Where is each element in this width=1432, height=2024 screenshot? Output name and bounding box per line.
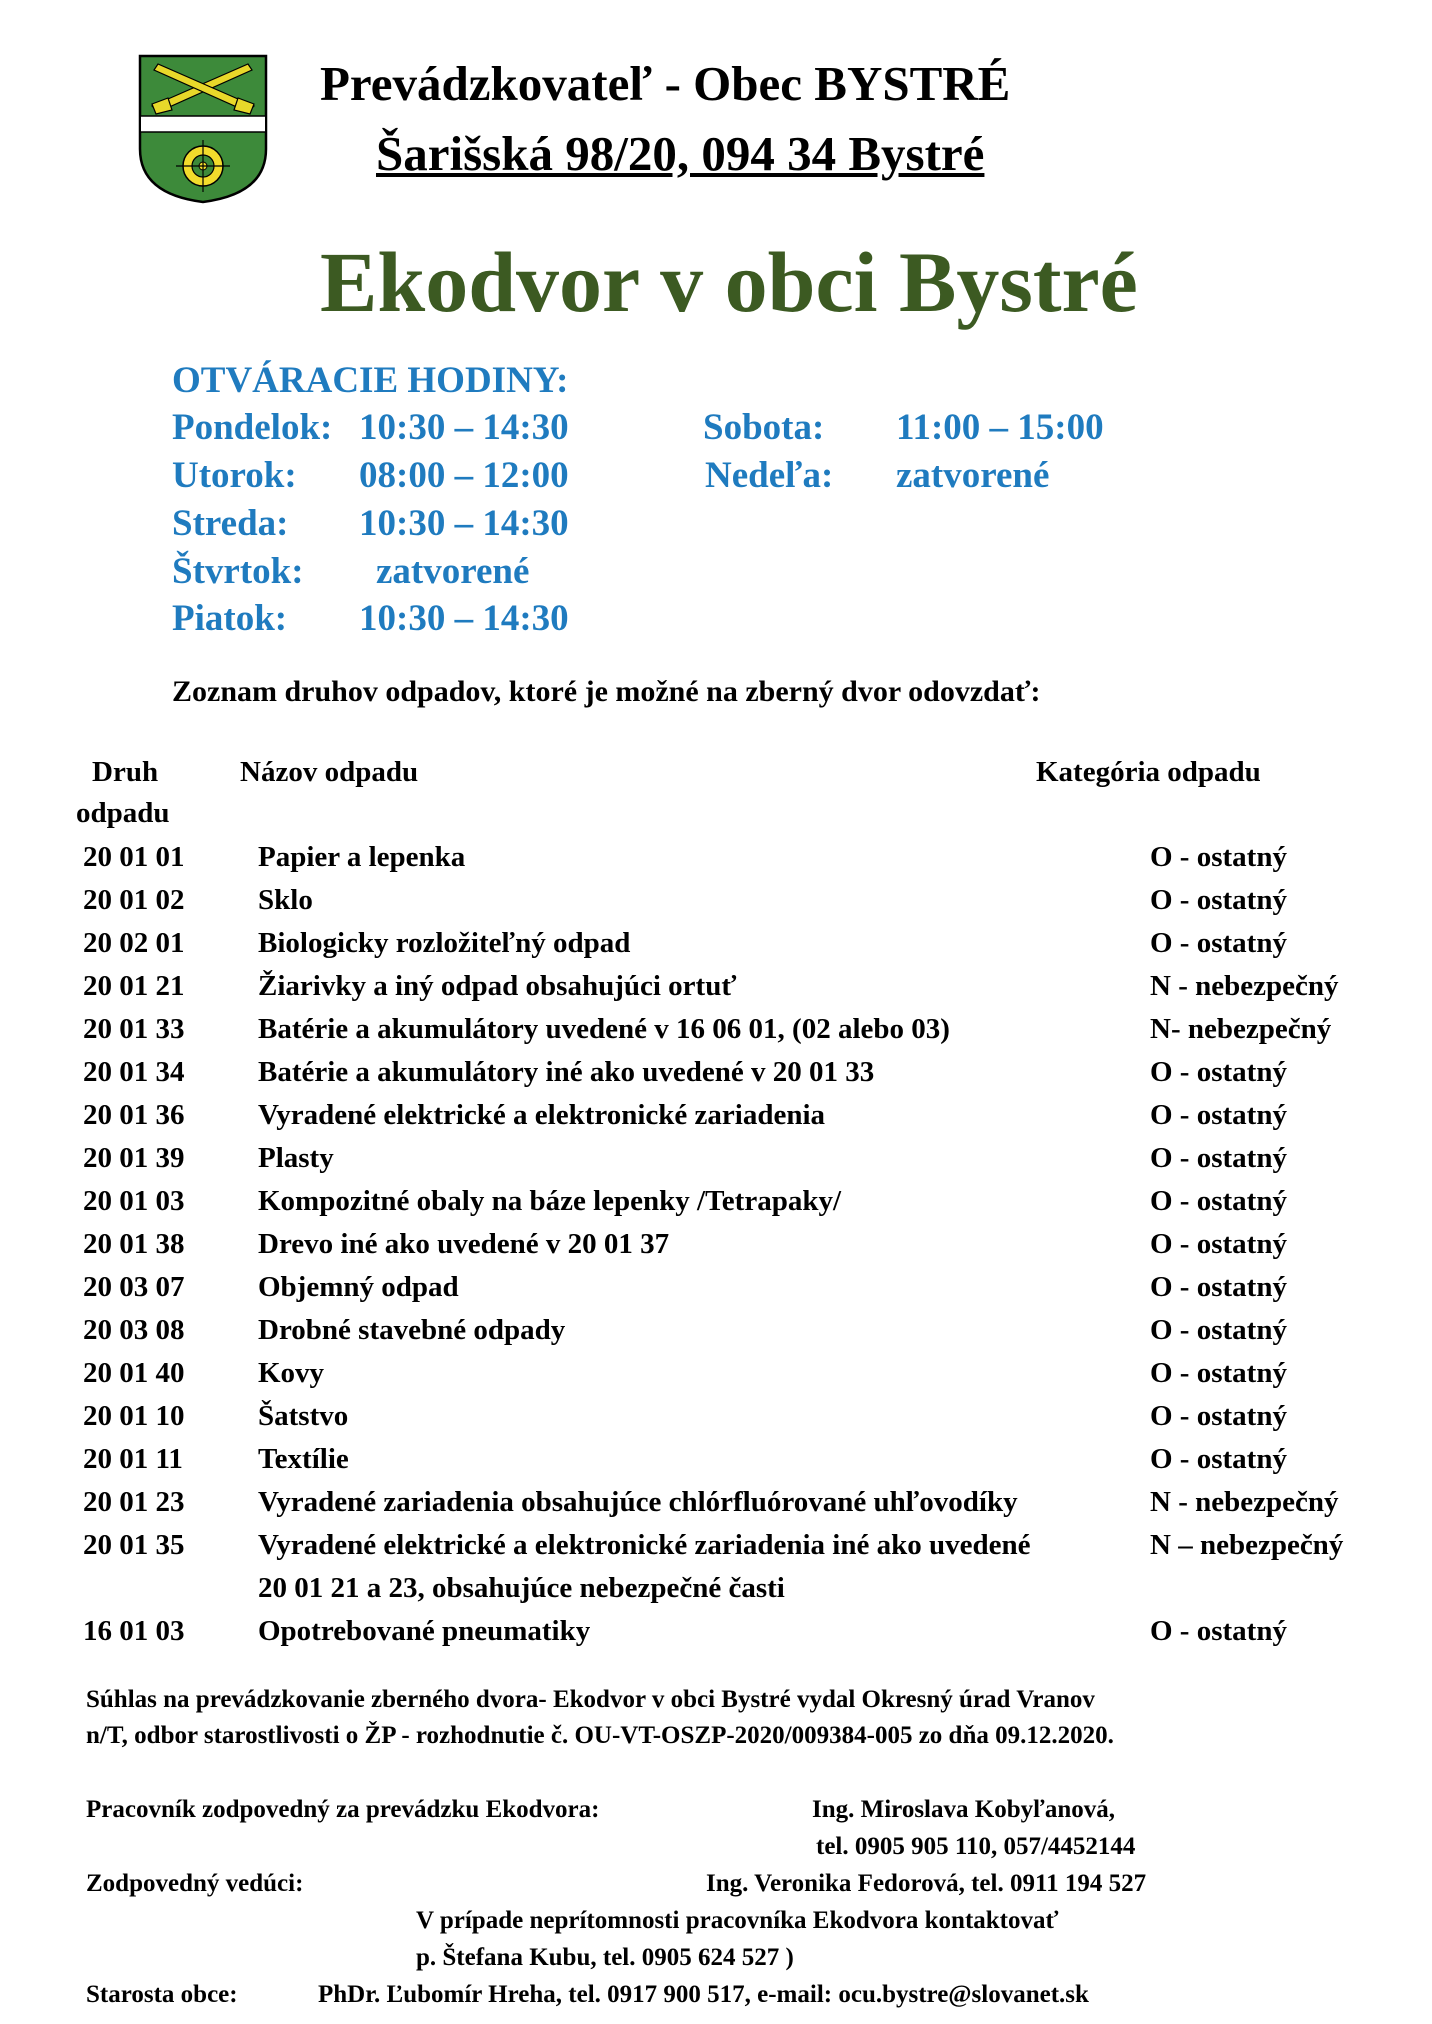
row-code: 20 02 01 [83, 927, 185, 959]
absence-line-1: V prípade neprítomnosti pracovníka Ekodvora kontaktovať [416, 1907, 1059, 1934]
col-header-category: Kategória odpadu [1036, 756, 1261, 788]
row-code: 20 01 21 [83, 970, 185, 1002]
address-heading: Šarišská 98/20, 094 34 Bystré [376, 126, 985, 181]
row-category: O - ostatný [1150, 1185, 1287, 1217]
row-name: Objemný odpad [258, 1271, 459, 1303]
row-code: 20 01 33 [83, 1013, 185, 1045]
hours-time-sat: 11:00 – 15:00 [896, 407, 1104, 448]
row-code: 20 03 08 [83, 1314, 185, 1346]
mayor-value: PhDr. Ľubomír Hreha, tel. 0917 900 517, e-mail: ocu.bystre@slovanet.sk [318, 1981, 1089, 2008]
row-category: O - ostatný [1150, 1056, 1287, 1088]
col-header-code-1: Druh [92, 756, 159, 788]
col-header-name: Názov odpadu [240, 756, 419, 788]
row-code: 20 01 01 [83, 841, 185, 873]
operator-heading: Prevádzkovateľ - Obec BYSTRÉ [320, 56, 1011, 111]
row-category: O - ostatný [1150, 1271, 1287, 1303]
row-category: O - ostatný [1150, 1228, 1287, 1260]
row-code: 20 01 35 [83, 1529, 185, 1561]
row-name: Drobné stavebné odpady [258, 1314, 566, 1346]
row-code: 16 01 03 [83, 1615, 185, 1647]
worker-name: Ing. Miroslava Kobyľanová, [812, 1796, 1115, 1823]
hours-time-sun: zatvorené [896, 455, 1050, 496]
hours-day-sun: Nedeľa: [705, 455, 834, 496]
row-name: Drevo iné ako uvedené v 20 01 37 [258, 1228, 670, 1260]
row-name: Sklo [258, 884, 313, 916]
row-category: O - ostatný [1150, 927, 1287, 959]
col-header-code-2: odpadu [76, 797, 170, 829]
hours-day-3: Štvrtok: [172, 551, 304, 592]
hours-day-4: Piatok: [172, 598, 288, 639]
hours-time-4: 10:30 – 14:30 [359, 598, 569, 639]
hours-time-0: 10:30 – 14:30 [359, 407, 569, 448]
row-category: O - ostatný [1150, 1314, 1287, 1346]
list-intro: Zoznam druhov odpadov, ktoré je možné na zberný dvor odovzdať: [172, 675, 1041, 708]
hours-time-3: zatvorené [376, 551, 530, 592]
hours-day-1: Utorok: [172, 455, 297, 496]
worker-label: Pracovník zodpovedný za prevádzku Ekodvora: [86, 1796, 600, 1823]
row-category: N - nebezpečný [1150, 970, 1339, 1002]
approval-line-1: Súhlas na prevádzkovanie zberného dvora- Ekodvor v obci Bystré vydal Okresný úrad Vranov [86, 1686, 1095, 1713]
hours-day-sat: Sobota: [703, 407, 825, 448]
row-code: 20 01 40 [83, 1357, 185, 1389]
hours-time-1: 08:00 – 12:00 [359, 455, 569, 496]
row-name: Šatstvo [258, 1400, 349, 1432]
row-code: 20 01 34 [83, 1056, 185, 1088]
hours-time-2: 10:30 – 14:30 [359, 503, 569, 544]
row-category: O - ostatný [1150, 841, 1287, 873]
page-title: Ekodvor v obci Bystré [320, 234, 1138, 330]
row-category: O - ostatný [1150, 1615, 1287, 1647]
row-name: Batérie a akumulátory uvedené v 16 06 01, (02 alebo 03) [258, 1013, 950, 1045]
row-category: N - nebezpečný [1150, 1486, 1339, 1518]
row-name: Papier a lepenka [258, 841, 466, 873]
hours-day-0: Pondelok: [172, 407, 333, 448]
row-category: N – nebezpečný [1150, 1529, 1344, 1561]
row-code: 20 01 38 [83, 1228, 185, 1260]
row-category: O - ostatný [1150, 1400, 1287, 1432]
row-name: Textílie [258, 1443, 349, 1475]
hours-heading: OTVÁRACIE HODINY: [172, 360, 569, 401]
worker-phone: tel. 0905 905 110, 057/4452144 [816, 1833, 1136, 1860]
absence-line-2: p. Štefana Kubu, tel. 0905 624 527 ) [416, 1944, 794, 1971]
row-name: Batérie a akumulátory iné ako uvedené v 20 01 33 [258, 1056, 875, 1088]
hours-day-2: Streda: [172, 503, 289, 544]
row-name: Vyradené elektrické a elektronické zariadenia iné ako uvedené [258, 1529, 1031, 1561]
row-code: 20 01 36 [83, 1099, 185, 1131]
row-name: Žiarivky a iný odpad obsahujúci ortuť [258, 970, 737, 1002]
row-category: O - ostatný [1150, 1099, 1287, 1131]
head-label: Zodpovedný vedúci: [86, 1870, 304, 1897]
row-name: Vyradené elektrické a elektronické zariadenia [258, 1099, 826, 1131]
row-code: 20 01 11 [83, 1443, 183, 1475]
row-category: O - ostatný [1150, 1357, 1287, 1389]
municipal-crest-icon [138, 54, 268, 204]
row-code: 20 01 23 [83, 1486, 185, 1518]
row-code: 20 01 03 [83, 1185, 185, 1217]
row-category: O - ostatný [1150, 1443, 1287, 1475]
row-name: Biologicky rozložiteľný odpad [258, 927, 631, 959]
crest-white-band [141, 116, 265, 132]
approval-line-2: n/T, odbor starostlivosti o ŽP - rozhodnutie č. OU-VT-OSZP-2020/009384-005 zo dňa 09.12.2020. [86, 1722, 1114, 1749]
row-name: Opotrebované pneumatiky [258, 1615, 591, 1647]
row-name: Vyradené zariadenia obsahujúce chlórfluórované uhľovodíky [258, 1486, 1018, 1518]
head-value: Ing. Veronika Fedorová, tel. 0911 194 527 [706, 1870, 1147, 1897]
row-category: O - ostatný [1150, 1142, 1287, 1174]
row-name-continuation: 20 01 21 a 23, obsahujúce nebezpečné časti [258, 1572, 785, 1604]
row-code: 20 01 39 [83, 1142, 185, 1174]
row-category: O - ostatný [1150, 884, 1287, 916]
row-category: N- nebezpečný [1150, 1013, 1332, 1045]
row-name: Kovy [258, 1357, 325, 1389]
mayor-label: Starosta obce: [86, 1981, 238, 2008]
row-name: Kompozitné obaly na báze lepenky /Tetrapaky/ [258, 1185, 842, 1217]
row-code: 20 01 02 [83, 884, 185, 916]
row-code: 20 03 07 [83, 1271, 185, 1303]
row-name: Plasty [258, 1142, 334, 1174]
row-code: 20 01 10 [83, 1400, 185, 1432]
